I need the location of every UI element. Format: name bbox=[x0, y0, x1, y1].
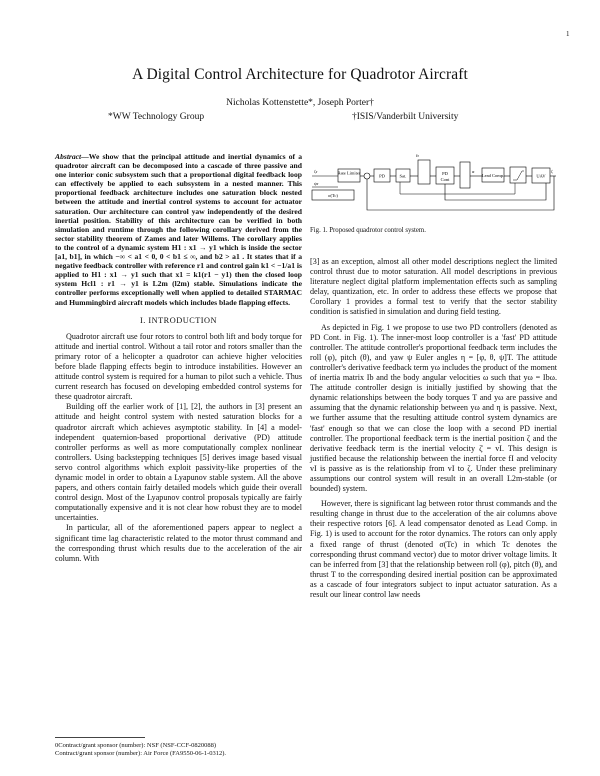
transform-block bbox=[418, 160, 430, 184]
right-paragraph: As depicted in Fig. 1 we propose to use two PD controllers (denoted as PD Cont. in Fig. 1). The inner-most loop controller is a 'fast' PD attitude controller. The attitude controller's proportional feedback term includes the roll (φ), pitch (θ), and yaw ψ Euler angles η = [φ, θ, ψ]T. The attitude controller's derivative feedback term yω includes the product of the moment of inertia matrix Ib and the body angular velocities ω such that yω = Ibω. The attitude controller design is initially justified by showing that the dynamic relationships between the body torques T and yω are passive and assuming that the dynamic relationship between yω and η is passive. Next, we further assume that the resulting attitude control system dynamics are 'fast' enough so that we can close the loop with a second PD inertial controller. The proportional feedback term is the inertial position ζ and the derivative feedback term is the inertial velocity ζ̇ = vI. This design is justified because the relationship between the inertial force fI and velocity vI is passive as is the relationship from vI to ζ. Under these preliminary assumptions our control system will result in an overall L2m-stable (or bounded) system. bbox=[310, 322, 557, 494]
lead-comp-label: Lead Comp. bbox=[481, 173, 505, 178]
uav-label: UAV bbox=[536, 173, 546, 179]
section-heading: I. INTRODUCTION bbox=[139, 315, 218, 325]
left-paragraph: In particular, all of the aforementioned papers appear to neglect a significant time lag characteristic related to the motor thrust command and the corresponding thrust which results due to the acceleration of the air column. With bbox=[55, 523, 302, 563]
abstract-body: —We show that the principal attitude and inertial dynamics of a quadrotor aircraft can be decomposed into a cascade of three passive and one interior conic subsystem such that a proportional digital feedback loop can effectively be applied to each subsystem in a nested manner. This proportional feedback architecture includes one saturation block nested between the attitude and inertial control systems to account for actuator saturation. Our architecture can control yaw independently of the desired inertial position. Stability of this architecture can be verified in both simulation and runtime through the following corollary derived from the sector stability theorem of Zames and later Willems. The corollary applies to the control of a dynamic system H1 : x1 → y1 which is inside the sector [a1, b1], in which −∞ < a1 < 0, 0 < b1 ≤ ∞, and b2 > a1 . It states that if a negative feedback controller with reference r1 and control gain k1 < −1/a1 is applied to H1 : x1 → y1 such that x1 = k1(r1 − y1) then the closed loop system Hcl1 : r1 → y1 is L2m (l2m) stable. Simulations indicate the controller performs exceptionally well when applied to detailed STARMAC and Hummingbird aircraft models which includes blade flapping effects. bbox=[55, 152, 302, 307]
right-column bbox=[310, 257, 557, 600]
figure-caption: Fig. 1. Proposed quadrotor control system. bbox=[310, 227, 426, 234]
abstract bbox=[55, 152, 302, 307]
sat-label: Sat. bbox=[399, 173, 407, 179]
right-paragraph: [3] as an exception, almost all other model descriptions neglect the limited control thrust due to motor saturation. All model descriptions in previous literature neglect digital platform implementation effects such as sampling delay, quantization, etc. In order to address these effects we propose that Corollary 1 provides a formal test to verify that the sector stability condition is satisfied in simulation and during field testing. bbox=[310, 257, 557, 317]
force-label: fr bbox=[416, 153, 419, 158]
paper-authors: Nicholas Kottenstette*, Joseph Porter† bbox=[226, 98, 374, 108]
sum-node-1 bbox=[364, 173, 370, 179]
alpha-label: α bbox=[472, 169, 475, 174]
output-label: ζ bbox=[551, 169, 553, 174]
affiliation-1: *WW Technology Group bbox=[108, 112, 205, 122]
affiliation-2: †ISIS/Vanderbilt University bbox=[352, 112, 459, 122]
sat-2-block bbox=[510, 167, 526, 183]
pd-label-2: PD bbox=[442, 171, 448, 176]
sigma-label: σ(Tc) bbox=[328, 193, 338, 198]
footnote-2: Contract/grant sponsor (number): Air Force (FA9550-06-1-0312). bbox=[55, 750, 227, 757]
ref-label: ζr bbox=[314, 169, 318, 174]
block-diagram bbox=[310, 150, 557, 218]
pd-label-1: PD bbox=[379, 173, 385, 179]
left-paragraph: Quadrotor aircraft use four rotors to control both lift and body torque for attitude and inertial control. Without a tail rotor and rotors smaller than the primary rotor of a helicopter a quadrotor can achieve higher velocities before blade flapping effects begin to introduce instabilities. However an attitude control system is required for a human to pilot such a vehicle. Thus current research has focused on developing embedded control systems for these quadrotor aircraft. bbox=[55, 331, 302, 402]
footnotes bbox=[55, 742, 305, 758]
right-paragraph: However, there is significant lag between rotor thrust commands and the resulting change in thrust due to the acceleration of the air columns above their respective rotors [6]. A lead compensator denoted as Lead Comp. in Fig. 1) is used to account for the rotor dynamics. The rotors can only apply a fixed range of thrust (denoted σ(Tc) in which Tc denotes the corresponding thrust command vector) due to motor driver voltage limits. It can be inferred from [3] that the relationship between roll (φ), pitch (θ), and thrust T to the corresponding desired inertial position can be approximated as a cascade of four integrators subject to input actuator saturation. As a result our linear control law needs bbox=[310, 499, 557, 599]
left-column bbox=[55, 152, 302, 564]
control-system-figure bbox=[310, 150, 557, 218]
mix-block bbox=[460, 162, 470, 188]
footnote-rule bbox=[55, 737, 145, 738]
psi-label: ψr bbox=[314, 181, 319, 186]
rate-limiter-label: Rate Limiter bbox=[337, 170, 361, 176]
left-paragraph: Building off the earlier work of [1], [2], the authors in [3] present an attitude and height control system with nested saturation blocks for a quadrotor aircraft which achieves asymptotic stability. In [4] a model-independent quaternion-based proportional derivative (PD) attitude controller performs as well as more computationally complex nonlinear controllers. Using backstepping techniques [5] derives image based visual servo control algorithms which exploit passivity-like properties of the dynamic model in order to obtain a Lyapunov stable system. All the above papers, and others contain fairly detailed models which guide their overall control design. Most of the Lyapunov control proposals typically are fairly computationally expensive and it is not clear how robust they are to model uncertainties. bbox=[55, 402, 302, 523]
cont-label: Cont bbox=[440, 177, 450, 182]
footnote-1: 0Contract/grant sponsor (number): NSF (NSF-CCF-0820088) bbox=[55, 742, 217, 749]
paper-title: A Digital Control Architecture for Quadrotor Aircraft bbox=[132, 66, 468, 83]
feedback-loop-sat bbox=[400, 182, 515, 194]
page-number: 1 bbox=[566, 30, 570, 38]
abstract-lead: Abstract bbox=[55, 152, 82, 161]
